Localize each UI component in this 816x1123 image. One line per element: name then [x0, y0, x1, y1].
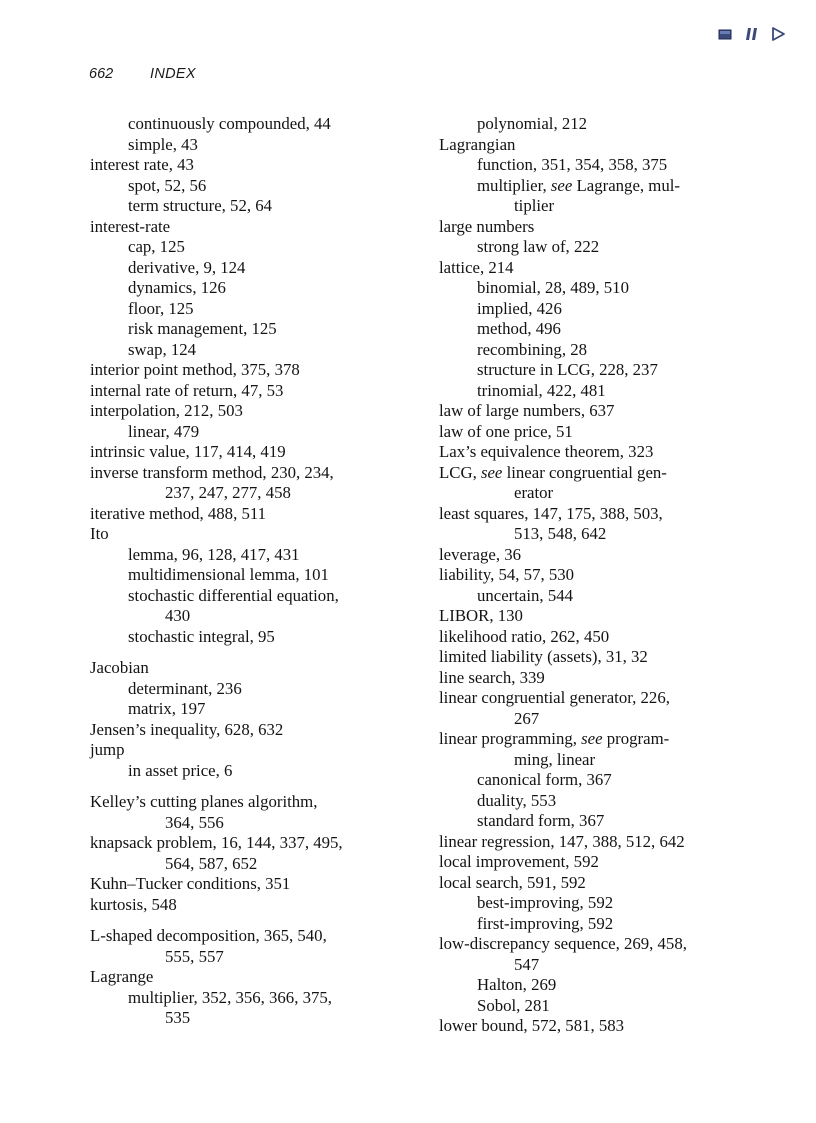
index-group-gap [90, 647, 420, 658]
index-entry-continuation: 364, 556 [165, 812, 224, 832]
index-subentry: structure in LCG, 228, 237 [477, 360, 658, 379]
index-entry: Jacobian [90, 658, 149, 677]
index-subentry: binomial, 28, 489, 510 [477, 278, 629, 297]
index-subentry [439, 176, 759, 197]
index-entry: Ito [90, 524, 109, 543]
index-subentry: method, 496 [477, 319, 561, 338]
index-subentry: stochastic integral, 95 [128, 626, 275, 646]
index-subentry: cap, 125 [128, 237, 185, 256]
index-column-left [90, 114, 420, 1029]
entry-text: linear programming, [439, 729, 582, 748]
index-subentry: in asset price, 6 [128, 760, 233, 780]
index-entry: lower bound, 572, 581, 583 [439, 1016, 625, 1035]
index-entry: iterative method, 488, 511 [90, 503, 267, 523]
index-entry: lattice, 214 [439, 257, 514, 277]
index-entry-continuation: ming, linear [514, 749, 596, 769]
index-subentry: swap, 124 [128, 339, 197, 359]
index-subentry: Sobol, 281 [477, 995, 550, 1015]
index-entry-continuation: 547 [514, 954, 540, 974]
index-entry: local search, 591, 592 [439, 872, 586, 892]
viewer-controls [716, 24, 792, 44]
index-entry-continuation: 430 [165, 606, 191, 625]
index-subentry: first-improving, 592 [477, 913, 614, 933]
index-subentry: stochastic differential equation, [128, 585, 339, 605]
index-subentry: determinant, 236 [128, 678, 242, 698]
index-entry-continuation: 564, 587, 652 [165, 853, 258, 873]
index-entry [439, 463, 759, 484]
index-group-gap [90, 915, 420, 926]
index-subentry: uncertain, 544 [477, 585, 573, 605]
index-entry: leverage, 36 [439, 544, 521, 564]
index-entry: linear regression, 147, 388, 512, 642 [439, 831, 685, 851]
index-subentry: multiplier, 352, 356, 366, 375, [128, 987, 332, 1007]
play-icon[interactable] [768, 24, 788, 44]
index-entry: Jensen’s inequality, 628, 632 [90, 719, 284, 739]
see-reference: see [550, 175, 573, 195]
index-entry: large numbers [439, 216, 535, 236]
index-entry: least squares, 147, 175, 388, 503, [439, 503, 663, 523]
index-subentry: matrix, 197 [128, 699, 206, 718]
entry-text: program- [602, 729, 670, 748]
entry-text: Lagrange, mul- [572, 175, 680, 195]
index-entry: low-discrepancy sequence, 269, 458, [439, 934, 687, 953]
index-entry: Kelley’s cutting planes algorithm, [90, 792, 318, 811]
index-subentry: function, 351, 354, 358, 375 [477, 155, 668, 174]
index-subentry: polynomial, 212 [477, 114, 588, 133]
index-subentry: term structure, 52, 64 [128, 196, 273, 215]
stop-icon[interactable] [716, 24, 736, 44]
index-subentry: Halton, 269 [477, 975, 557, 994]
entry-text: linear congruential gen- [502, 462, 667, 482]
index-subentry: floor, 125 [128, 298, 194, 318]
pause-icon[interactable] [742, 24, 762, 44]
index-entry: interior point method, 375, 378 [90, 360, 300, 379]
index-entry: likelihood ratio, 262, 450 [439, 626, 610, 646]
index-entry-continuation: tiplier [514, 196, 555, 215]
index-entry: interest-rate [90, 216, 171, 236]
index-entry: intrinsic value, 117, 414, 419 [90, 442, 286, 461]
index-entry-continuation: 237, 247, 277, 458 [165, 483, 291, 502]
index-entry: line search, 339 [439, 667, 545, 687]
index-entry: inverse transform method, 230, 234, [90, 462, 334, 482]
index-group-gap [90, 781, 420, 792]
see-reference: see [581, 729, 603, 748]
index-entry-continuation: 513, 548, 642 [514, 524, 607, 543]
index-subentry: simple, 43 [128, 134, 198, 154]
index-entry: Lagrange [90, 967, 154, 986]
see-reference: see [480, 462, 503, 482]
index-subentry: standard form, 367 [477, 811, 605, 830]
index-entry: interpolation, 212, 503 [90, 401, 243, 420]
index-entry [439, 729, 759, 750]
index-entry: internal rate of return, 47, 53 [90, 380, 284, 400]
page-number: 662 [89, 66, 114, 82]
entry-text: LCG, [439, 462, 481, 482]
index-entry: Lagrangian [439, 134, 516, 154]
index-subentry: lemma, 96, 128, 417, 431 [128, 544, 300, 564]
running-head-title: INDEX [150, 66, 196, 82]
index-subentry: strong law of, 222 [477, 237, 600, 256]
entry-text: multiplier, [477, 175, 551, 195]
index-subentry: implied, 426 [477, 298, 562, 318]
index-entry: L-shaped decomposition, 365, 540, [90, 926, 327, 945]
index-entry: Kuhn–Tucker conditions, 351 [90, 874, 291, 893]
index-subentry: dynamics, 126 [128, 278, 226, 297]
index-subentry: risk management, 125 [128, 319, 277, 338]
index-entry: linear congruential generator, 226, [439, 688, 670, 707]
index-entry: jump [90, 740, 125, 759]
index-entry: LIBOR, 130 [439, 606, 523, 625]
index-entry-continuation: 555, 557 [165, 946, 224, 966]
index-entry-continuation: 267 [514, 708, 540, 728]
index-subentry: trinomial, 422, 481 [477, 380, 606, 400]
index-entry: knapsack problem, 16, 144, 337, 495, [90, 833, 343, 852]
index-column-right [439, 114, 759, 1037]
index-entry: kurtosis, 548 [90, 894, 177, 914]
index-entry: limited liability (assets), 31, 32 [439, 647, 648, 666]
index-entry-continuation: erator [514, 483, 554, 502]
index-entry: local improvement, 592 [439, 852, 599, 871]
index-entry-continuation: 535 [165, 1008, 191, 1027]
index-entry: Lax’s equivalence theorem, 323 [439, 442, 654, 461]
index-subentry: spot, 52, 56 [128, 175, 207, 195]
index-entry: liability, 54, 57, 530 [439, 565, 575, 584]
index-subentry: duality, 553 [477, 790, 557, 810]
index-entry: interest rate, 43 [90, 155, 194, 174]
index-subentry: recombining, 28 [477, 339, 587, 359]
index-subentry: linear, 479 [128, 421, 200, 441]
index-subentry: best-improving, 592 [477, 893, 614, 912]
index-subentry: multidimensional lemma, 101 [128, 565, 329, 584]
index-subentry: derivative, 9, 124 [128, 257, 246, 277]
index-entry: law of large numbers, 637 [439, 401, 615, 420]
index-subentry: continuously compounded, 44 [128, 114, 331, 133]
index-entry: law of one price, 51 [439, 421, 573, 441]
index-subentry: canonical form, 367 [477, 770, 612, 789]
